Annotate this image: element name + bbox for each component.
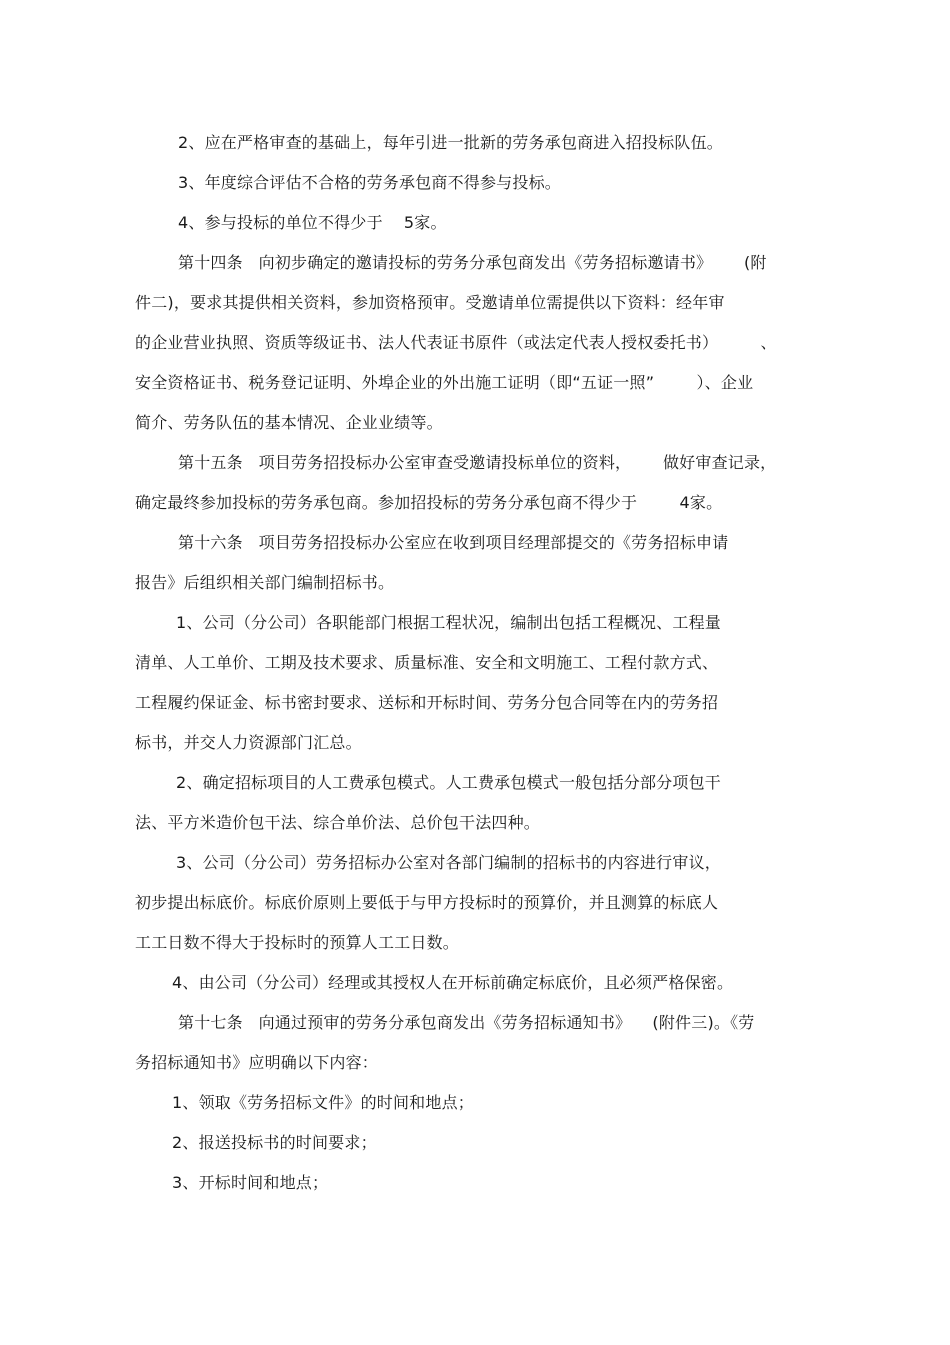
text-line: 初步提出标底价。标底价原则上要低于与甲方投标时的预算价，并且测算的标底人 <box>135 893 719 912</box>
text-line: 简介、劳务队伍的基本情况、企业业绩等。 <box>135 413 443 432</box>
text-line: 4、由公司（分公司）经理或其授权人在开标前确定标底价，且必须严格保密。 <box>172 973 734 992</box>
text-line: 2、应在严格审查的基础上，每年引进一批新的劳务承包商进入招投标队伍。 <box>178 133 723 152</box>
text-line: 2、报送投标书的时间要求； <box>172 1133 377 1152</box>
text-line: 工工日数不得大于投标时的预算人工工日数。 <box>135 933 460 952</box>
text-line: 2、确定招标项目的人工费承包模式。人工费承包模式一般包括分部分项包干 <box>176 773 721 792</box>
text-line: 的企业营业执照、资质等级证书、法人代表证书原件（或法定代表人授权委托书） 、 <box>135 333 777 352</box>
text-line: 清单、人工单价、工期及技术要求、质量标准、安全和文明施工、工程付款方式、 <box>135 653 719 672</box>
text-line: 4、参与投标的单位不得少于 5家。 <box>178 213 447 232</box>
text-line: 件二)，要求其提供相关资料，参加资格预审。受邀请单位需提供以下资料：经年审 <box>135 293 725 312</box>
text-line: 报告》后组织相关部门编制招标书。 <box>135 573 395 592</box>
text-line: 第十六条 项目劳务招投标办公室应在收到项目经理部提交的《劳务招标申请 <box>178 533 729 552</box>
text-line: 3、年度综合评估不合格的劳务承包商不得参与投标。 <box>178 173 561 192</box>
text-line: 工程履约保证金、标书密封要求、送标和开标时间、劳务分包合同等在内的劳务招 <box>135 693 719 712</box>
text-line: 第十四条 向初步确定的邀请投标的劳务分承包商发出《劳务招标邀请书》 (附 <box>178 253 767 272</box>
text-line: 法、平方米造价包干法、综合单价法、总价包干法四种。 <box>135 813 541 832</box>
text-line: 1、领取《劳务招标文件》的时间和地点； <box>172 1093 474 1112</box>
text-line: 安全资格证书、税务登记证明、外埠企业的外出施工证明（即“五证一照” ）、企业 <box>135 373 754 392</box>
text-line: 确定最终参加投标的劳务承包商。参加招投标的劳务分承包商不得少于 4家。 <box>135 493 723 512</box>
text-line: 第十七条 向通过预审的劳务分承包商发出《劳务招标通知书》 (附件三)。《劳 <box>178 1013 755 1032</box>
text-line: 3、开标时间和地点； <box>172 1173 329 1192</box>
text-line: 标书，并交人力资源部门汇总。 <box>135 733 362 752</box>
text-line: 务招标通知书》应明确以下内容： <box>135 1053 379 1072</box>
text-line: 1、公司（分公司）各职能部门根据工程状况，编制出包括工程概况、工程量 <box>176 613 721 632</box>
text-line: 3、公司（分公司）劳务招标办公室对各部门编制的招标书的内容进行审议， <box>176 853 721 872</box>
text-line: 第十五条 项目劳务招投标办公室审查受邀请投标单位的资料， 做好审查记录， <box>178 453 777 472</box>
